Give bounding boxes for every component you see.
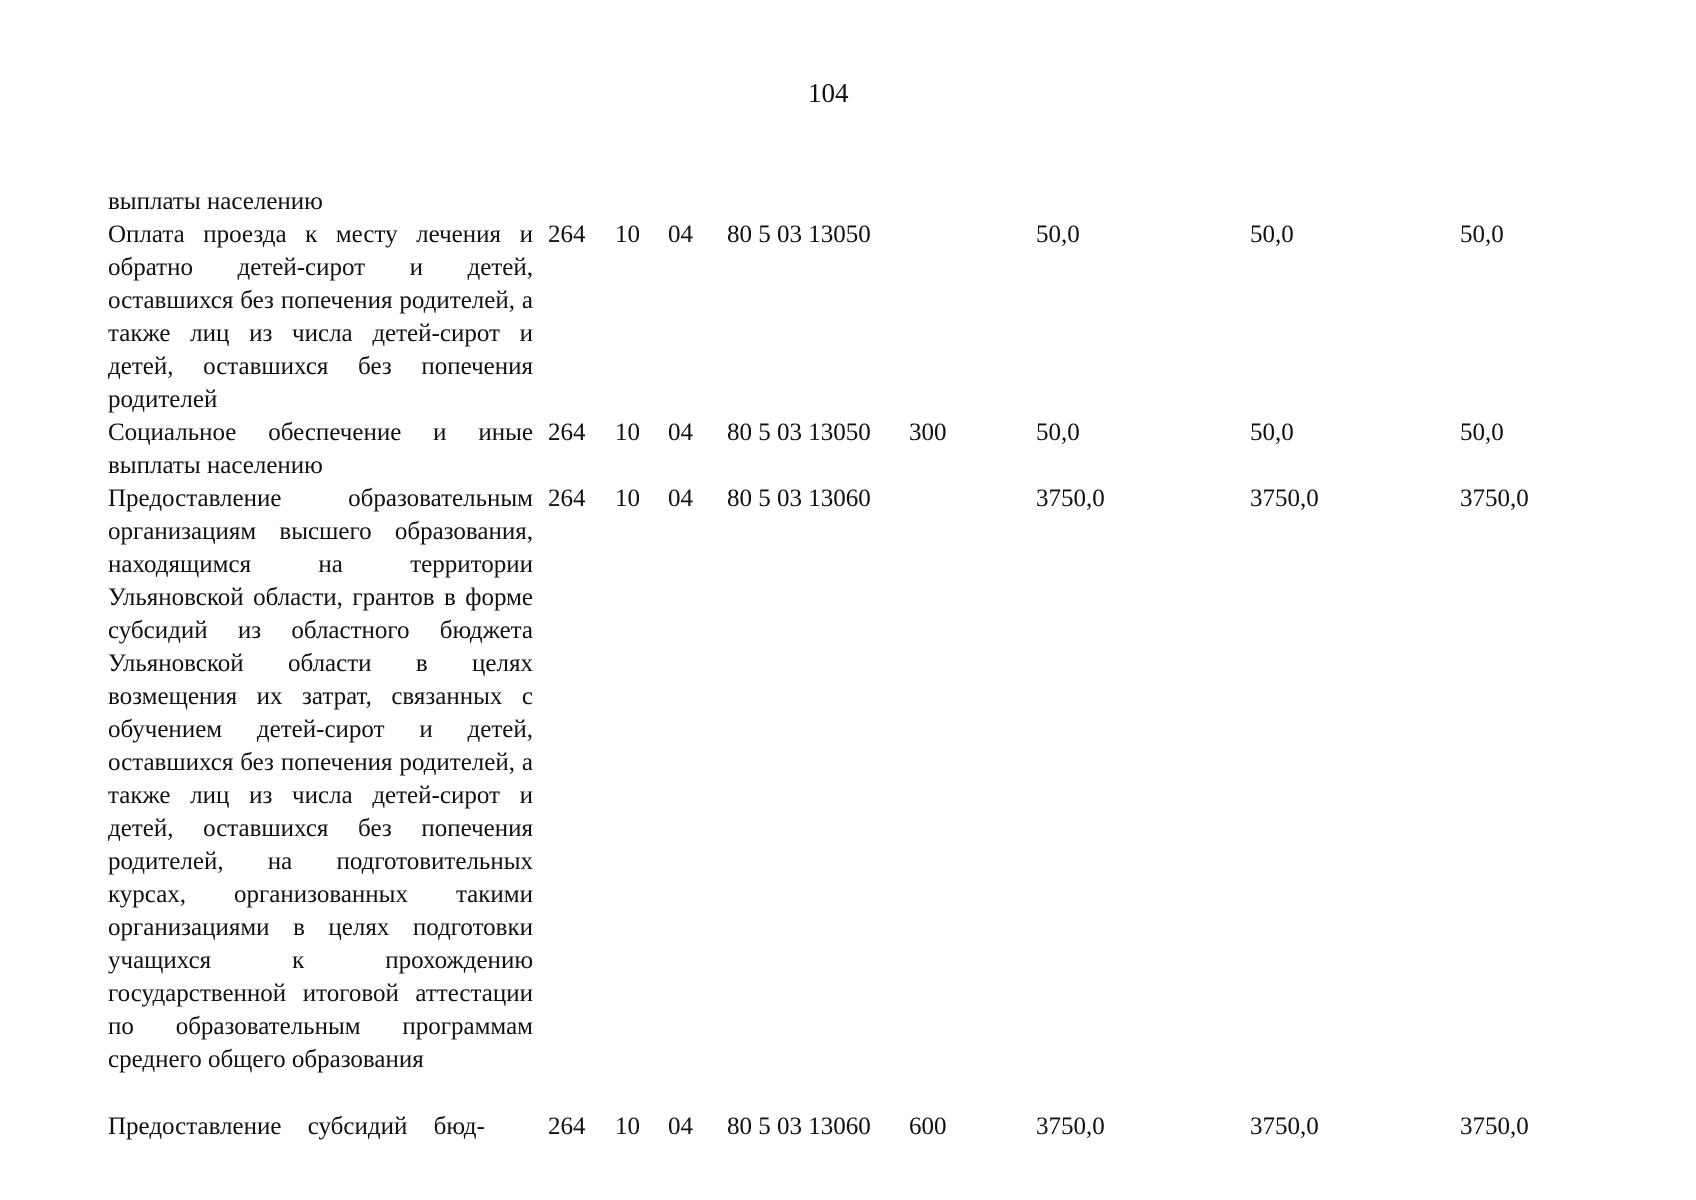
cell-year-2: 3750,0: [1250, 485, 1319, 512]
cell-ved: 264: [548, 1113, 586, 1140]
cell-pr: 04: [668, 221, 693, 248]
cell-year-1: 3750,0: [1036, 1113, 1105, 1140]
row-name: Предоставление образовательным организациям высшего образования, находящимся на территории Ульяновской области, грантов в форме субсидий из областного бюджета Ульяновской области в целях возмещения их затрат, связанных с обучением детей-сирот и детей, оставшихся без попечения родителей, а также лиц из числа детей-сирот и детей, оставшихся без попечения родителей, на подготовительных курсах, организованных такими организациями в целях подготовки учащихся к прохождению государственной итоговой аттестации по образовательным программам среднего общего образования: [108, 485, 533, 1073]
row-name: Оплата проезда к месту лечения и обратно детей-сирот и детей, оставшихся без попечения родителей, а также лиц из числа детей-сирот и детей, оставшихся без попечения родителей: [108, 221, 533, 413]
cell-rz: 10: [615, 221, 640, 248]
cell-year-3: 50,0: [1460, 221, 1504, 248]
cell-pr: 04: [668, 1113, 693, 1140]
page-number: 104: [808, 78, 849, 108]
cell-pr: 04: [668, 419, 693, 446]
row-name: выплаты населению: [108, 188, 323, 215]
cell-pr: 04: [668, 485, 693, 512]
cell-year-1: 3750,0: [1036, 485, 1105, 512]
cell-year-3: 50,0: [1460, 419, 1504, 446]
cell-csr: 80 5 03 13060: [727, 1113, 871, 1140]
cell-year-2: 3750,0: [1250, 1113, 1319, 1140]
cell-csr: 80 5 03 13050: [727, 221, 871, 248]
cell-year-2: 50,0: [1250, 221, 1294, 248]
cell-year-1: 50,0: [1036, 221, 1080, 248]
cell-ved: 264: [548, 485, 586, 512]
cell-rz: 10: [615, 485, 640, 512]
cell-ved: 264: [548, 221, 586, 248]
row-name: Социальное обеспечение и иные выплаты населению: [108, 419, 533, 479]
cell-csr: 80 5 03 13050: [727, 419, 871, 446]
cell-vr: 600: [909, 1113, 947, 1140]
cell-year-1: 50,0: [1036, 419, 1080, 446]
cell-csr: 80 5 03 13060: [727, 485, 871, 512]
cell-ved: 264: [548, 419, 586, 446]
cell-vr: 300: [909, 419, 947, 446]
cell-year-2: 50,0: [1250, 419, 1294, 446]
cell-year-3: 3750,0: [1460, 1113, 1529, 1140]
cell-rz: 10: [615, 419, 640, 446]
cell-year-3: 3750,0: [1460, 485, 1529, 512]
row-name: Предоставление субсидий бюд-: [108, 1113, 485, 1140]
cell-rz: 10: [615, 1113, 640, 1140]
